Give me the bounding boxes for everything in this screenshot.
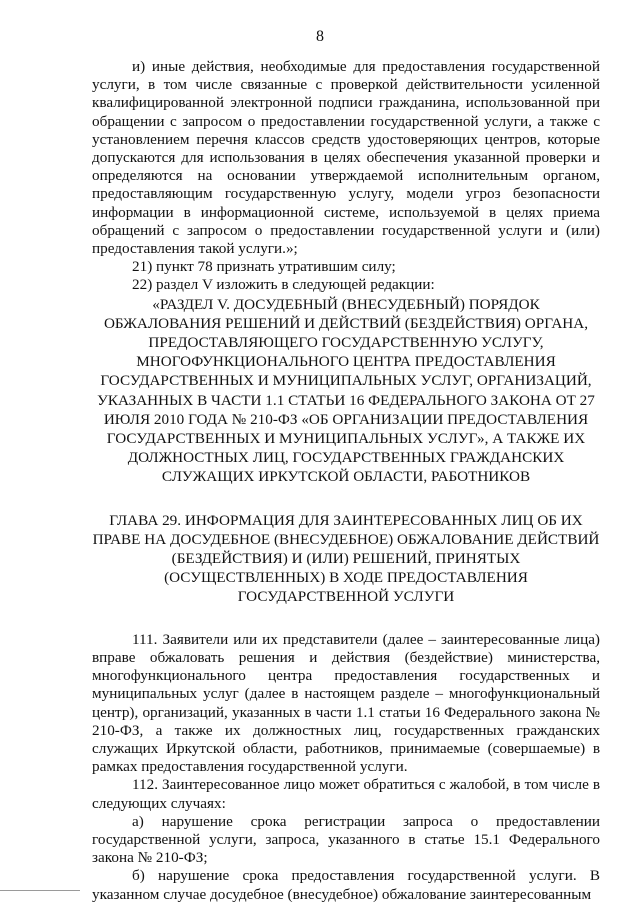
- chapter-heading: ГЛАВА 29. ИНФОРМАЦИЯ ДЛЯ ЗАИНТЕРЕСОВАННЫХ ЛИЦ ОБ ИХ ПРАВЕ НА ДОСУДЕБНОЕ (ВНЕСУДЕБНОЕ) ОБЖАЛОВАНИЕ ДЕЙСТВИЙ (БЕЗДЕЙСТВИЯ) И (ИЛИ) РЕШЕНИЙ, ПРИНЯТЫХ (ОСУЩЕСТВЛЕННЫХ) В ХОДЕ ПРЕДОСТАВЛЕНИЯ ГОСУДАРСТВЕННОЙ УСЛУГИ: [92, 511, 600, 606]
- paragraph-item-i: и) иные действия, необходимые для предоставления государственной услуги, в том числе связанные с проверкой действительности усиленной квалифицированной электронной подписи гражданина, использованной при обращении с запросом о предоставлении государственной услуги, а также с установлением перечня классов средств удостоверяющих центров, которые допускаются для использования в целях обеспечения указанной проверки и определяются на основании утверждаемой исполнительным органом, предоставляющим государственную услугу, модели угроз безопасности информации в информационной системе, используемой в целях приема обращений с запросом о предоставлении государственной услуги и (или) предоставления такой услуги.»;: [92, 58, 600, 258]
- document-body: [92, 58, 600, 904]
- page-number: 8: [316, 28, 324, 45]
- paragraph-item-a: а) нарушение срока регистрации запроса о предоставлении государственной услуги, запроса, указанного в статье 15.1 Федерального закона № 210-ФЗ;: [92, 812, 600, 867]
- footer-rule: [0, 890, 80, 891]
- spacer: [92, 487, 600, 511]
- paragraph-item-b: б) нарушение срока предоставления государственной услуги. В указанном случае досудебное (внесудебное) обжалование заинтересованным: [92, 867, 600, 903]
- section-heading: «РАЗДЕЛ V. ДОСУДЕБНЫЙ (ВНЕСУДЕБНЫЙ) ПОРЯДОК ОБЖАЛОВАНИЯ РЕШЕНИЙ И ДЕЙСТВИЙ (БЕЗДЕЙСТВИЯ) ОРГАНА, ПРЕДОСТАВЛЯЮЩЕГО ГОСУДАРСТВЕННУЮ УСЛУГУ, МНОГОФУНКЦИОНАЛЬНОГО ЦЕНТРА ПРЕДОСТАВЛЕНИЯ ГОСУДАРСТВЕННЫХ И МУНИЦИПАЛЬНЫХ УСЛУГ, ОРГАНИЗАЦИЙ, УКАЗАННЫХ В ЧАСТИ 1.1 СТАТЬИ 16 ФЕДЕРАЛЬНОГО ЗАКОНА ОТ 27 ИЮЛЯ 2010 ГОДА № 210-ФЗ «ОБ ОРГАНИЗАЦИИ ПРЕДОСТАВЛЕНИЯ ГОСУДАРСТВЕННЫХ И МУНИЦИПАЛЬНЫХ УСЛУГ», А ТАКЖЕ ИХ ДОЛЖНОСТНЫХ ЛИЦ, ГОСУДАРСТВЕННЫХ ГРАЖДАНСКИХ СЛУЖАЩИХ ИРКУТСКОЙ ОБЛАСТИ, РАБОТНИКОВ: [97, 295, 595, 486]
- paragraph-item-111: 111. Заявители или их представители (далее – заинтересованные лица) вправе обжаловать решения и действия (бездействие) министерства, многофункционального центра предоставления государственных и муниципальных услуг (далее в настоящем разделе – многофункциональный центр), организаций, указанных в части 1.1 статьи 16 Федерального закона № 210-ФЗ, а также их должностных лиц, государственных гражданских служащих Иркутской области, работников, принимаемые (совершаемые) в рамках предоставления государственной услуги.: [92, 630, 600, 776]
- paragraph-item-21: 21) пункт 78 признать утратившим силу;: [132, 258, 396, 276]
- paragraph-item-112: 112. Заинтересованное лицо может обратиться с жалобой, в том числе в следующих случаях:: [92, 776, 600, 812]
- spacer: [92, 607, 600, 631]
- paragraph-item-22: 22) раздел V изложить в следующей редакции:: [132, 276, 435, 294]
